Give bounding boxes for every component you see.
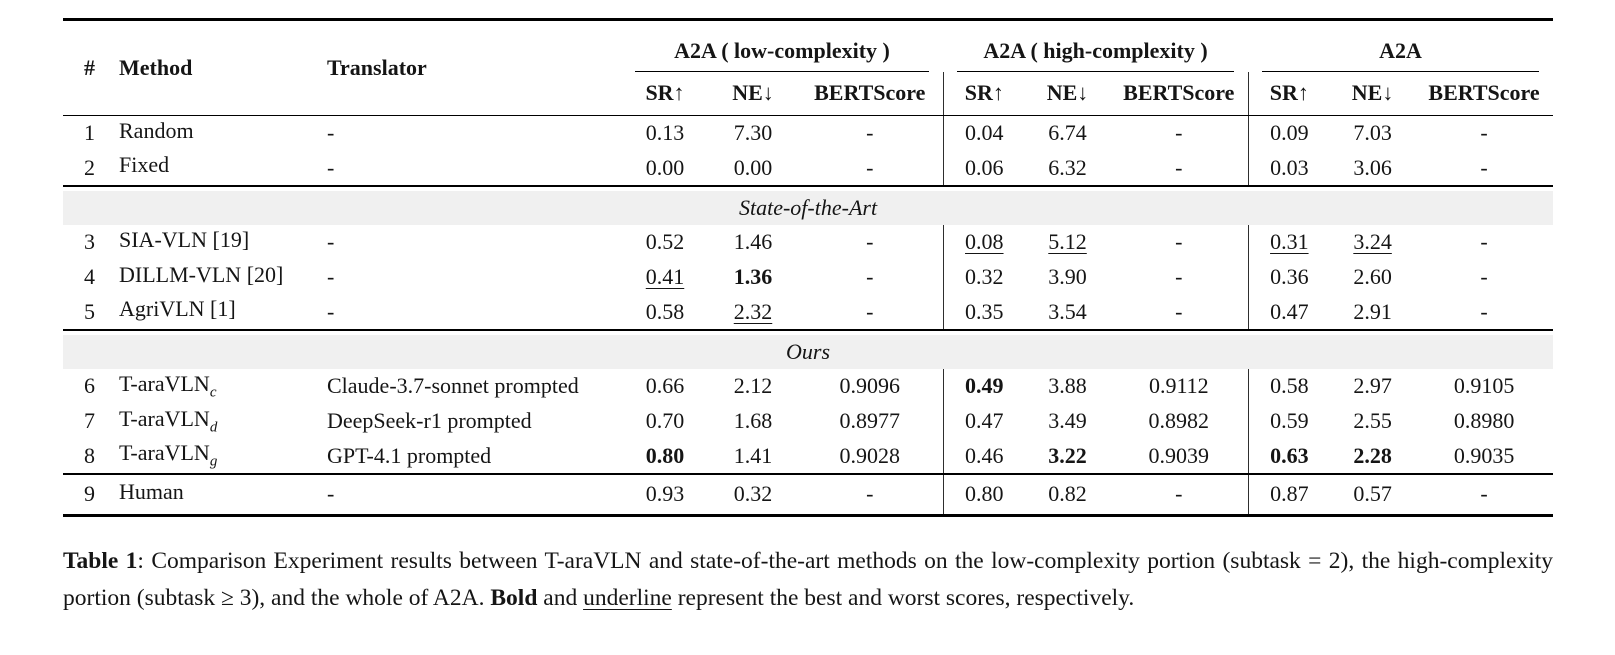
metric-cell: 2.32 xyxy=(733,298,773,324)
section-label-sota: State-of-the-Art xyxy=(63,191,1553,225)
metric-cell: 0.9028 xyxy=(839,442,901,468)
metric-cell: - xyxy=(866,154,874,180)
metric-cell: 2.91 xyxy=(1353,298,1392,324)
metric-cell: 3.49 xyxy=(1048,408,1087,433)
metric-cell: 0.46 xyxy=(943,439,1025,474)
metric-cell: - xyxy=(1480,120,1488,146)
col-header-sr-low: SR↑ xyxy=(621,72,709,116)
metric-cell: 2.60 xyxy=(1353,264,1392,289)
metric-cell: 0.58 xyxy=(645,298,685,324)
row-number: 7 xyxy=(84,408,95,433)
metric-cell: 0.9105 xyxy=(1453,373,1515,398)
metric-cell: - xyxy=(1175,120,1183,146)
metric-cell: 0.49 xyxy=(943,369,1025,404)
col-header-translator: Translator xyxy=(321,20,621,116)
translator-cell: Claude-3.7-sonnet prompted xyxy=(327,373,579,398)
group-header-low xyxy=(621,20,943,72)
metric-cell: 3.24 xyxy=(1353,229,1392,254)
col-header-sr-a2a: SR↑ xyxy=(1248,72,1330,116)
metric-cell: 0.63 xyxy=(1248,439,1330,474)
metric-cell: 0.47 xyxy=(943,404,1025,439)
metric-cell: 3.54 xyxy=(1048,298,1087,324)
row-number: 3 xyxy=(84,229,95,254)
row-number: 9 xyxy=(63,474,111,516)
caption-part: Bold xyxy=(490,584,538,611)
col-header-bert-a2a: BERTScore xyxy=(1415,72,1553,116)
table-row-sia-vln xyxy=(63,225,1553,260)
metric-cell: - xyxy=(1480,298,1488,324)
metric-cell: 0.32 xyxy=(709,474,797,516)
method-cell: DILLM-VLN [20] xyxy=(119,261,284,287)
metric-cell: 6.74 xyxy=(1048,120,1087,146)
row-number: 8 xyxy=(84,442,95,468)
caption-part: Table 1 xyxy=(63,548,138,574)
metric-cell: 3.06 xyxy=(1353,154,1392,180)
table-header xyxy=(63,20,1553,116)
metric-cell: 3.88 xyxy=(1048,373,1087,398)
metric-cell: 0.93 xyxy=(621,474,709,516)
metric-cell: - xyxy=(1480,154,1488,180)
translator-cell: DeepSeek-r1 prompted xyxy=(327,408,532,433)
metric-cell: - xyxy=(1175,154,1183,180)
results-table xyxy=(63,18,1553,517)
metric-cell: 0.9039 xyxy=(1148,442,1210,468)
metric-cell: 0.32 xyxy=(943,260,1025,295)
metric-cell: 2.55 xyxy=(1353,408,1392,433)
metric-cell: 0.00 xyxy=(645,154,685,180)
col-header-ne-a2a: NE↓ xyxy=(1330,72,1415,116)
metric-cell: 2.97 xyxy=(1353,373,1392,398)
translator-cell: - xyxy=(321,474,621,516)
metric-cell: 1.41 xyxy=(733,442,773,468)
metric-cell: 0.57 xyxy=(1330,474,1415,516)
metric-cell: 0.80 xyxy=(645,442,685,468)
section-band-row xyxy=(63,330,1553,369)
metric-cell: 1.68 xyxy=(733,408,773,433)
table-row-taravln-g xyxy=(63,439,1553,474)
group-header-high-label: A2A ( high-complexity ) xyxy=(957,38,1234,72)
caption-part: underline xyxy=(583,584,672,611)
method-cell: T-araVLN$_d$ xyxy=(119,405,218,436)
metric-cell: 0.80 xyxy=(943,474,1025,516)
table-row-human xyxy=(63,474,1553,516)
table-body xyxy=(63,116,1553,516)
row-number: 6 xyxy=(84,373,95,398)
method-subscript: d xyxy=(209,419,218,436)
method-cell: AgriVLN [1] xyxy=(119,296,236,322)
metric-cell: 0.8980 xyxy=(1453,408,1515,433)
metric-cell: 3.90 xyxy=(1048,264,1087,289)
metric-cell: - xyxy=(1175,264,1183,289)
metric-cell: 3.22 xyxy=(1048,442,1087,468)
col-header-method: Method xyxy=(111,20,321,116)
col-header-ne-low: NE↓ xyxy=(709,72,797,116)
metric-cell: - xyxy=(1415,474,1553,516)
metric-cell: 0.52 xyxy=(645,229,685,254)
group-header-high xyxy=(943,20,1248,72)
col-header-bert-high: BERTScore xyxy=(1110,72,1248,116)
metric-cell: - xyxy=(1480,229,1488,254)
table-caption xyxy=(63,543,1553,616)
group-header-a2a xyxy=(1248,20,1553,72)
group-header-a2a-label: A2A xyxy=(1262,38,1539,72)
metric-cell: 0.66 xyxy=(645,373,685,398)
metric-cell: - xyxy=(866,264,874,289)
metric-cell: 0.41 xyxy=(645,264,685,289)
col-header-bert-low: BERTScore xyxy=(797,72,943,116)
table-row-fixed xyxy=(63,151,1553,186)
method-cell: T-araVLN$_c$ xyxy=(119,370,217,401)
metric-cell: 0.04 xyxy=(943,116,1025,151)
method-cell: Random xyxy=(119,118,194,144)
metric-cell: 0.9035 xyxy=(1453,442,1515,468)
group-header-row xyxy=(63,20,1553,72)
metric-cell: - xyxy=(797,474,943,516)
metric-cell: 0.08 xyxy=(943,225,1025,260)
method-cell: Human xyxy=(111,474,321,516)
section-label-ours: Ours xyxy=(63,335,1553,369)
metric-cell: - xyxy=(1110,474,1248,516)
col-header-ne-high: NE↓ xyxy=(1025,72,1110,116)
section-band-sota xyxy=(63,186,1553,225)
row-number: 5 xyxy=(84,298,95,324)
metric-cell: 0.00 xyxy=(733,154,773,180)
method-subscript: g xyxy=(209,453,218,470)
metric-cell: 2.12 xyxy=(733,373,773,398)
metric-cell: 0.35 xyxy=(943,295,1025,330)
translator-cell: - xyxy=(327,264,335,289)
table-row-taravln-c xyxy=(63,369,1553,404)
method-cell: SIA-VLN [19] xyxy=(119,226,250,252)
metric-cell: 0.87 xyxy=(1248,474,1330,516)
col-header-sr-high: SR↑ xyxy=(943,72,1025,116)
translator-cell: - xyxy=(327,298,335,324)
metric-cell: 0.8982 xyxy=(1148,408,1210,433)
col-header-num: # xyxy=(63,20,111,116)
metric-cell: 0.03 xyxy=(1248,151,1330,186)
metric-cell: - xyxy=(866,120,874,146)
metric-cell: - xyxy=(866,298,874,324)
metric-cell: 0.9112 xyxy=(1148,373,1209,398)
table-row-random xyxy=(63,116,1553,151)
method-cell: T-araVLN$_g$ xyxy=(119,440,218,470)
row-number: 4 xyxy=(84,264,95,289)
method-subscript: c xyxy=(209,384,217,401)
metric-cell: - xyxy=(1175,298,1183,324)
metric-cell: 0.82 xyxy=(1025,474,1110,516)
metric-cell: 7.03 xyxy=(1353,120,1392,146)
metric-cell: 0.59 xyxy=(1248,404,1330,439)
metric-cell: 2.28 xyxy=(1353,442,1392,468)
caption-part: : Comparison Experiment results between T-araVLN and state-of-the-art methods on the low-complexity portion (subtask = 2), the high-complexity portion (subtask ≥ 3), and the whole of A2A. xyxy=(63,548,1554,611)
metric-cell: 0.36 xyxy=(1248,260,1330,295)
metric-cell: 5.12 xyxy=(1048,229,1087,254)
table-row-agrivln xyxy=(63,295,1553,330)
translator-cell: - xyxy=(327,154,335,180)
section-band-ours xyxy=(63,330,1553,369)
metric-cell: - xyxy=(1175,229,1183,254)
row-number: 2 xyxy=(84,154,95,180)
caption-part: represent the best and worst scores, respectively. xyxy=(671,584,1135,611)
metric-cell: 0.13 xyxy=(645,120,685,146)
metric-cell: 1.36 xyxy=(733,264,773,289)
metric-cell: 0.8977 xyxy=(839,408,901,433)
metric-cell: - xyxy=(1480,264,1488,289)
metric-cell: 0.70 xyxy=(645,408,685,433)
metric-cell: - xyxy=(866,229,874,254)
table-row-dillm-vln xyxy=(63,260,1553,295)
metric-cell: 0.09 xyxy=(1248,116,1330,151)
metric-cell: 0.06 xyxy=(943,151,1025,186)
row-number: 1 xyxy=(84,120,95,146)
group-header-low-label: A2A ( low-complexity ) xyxy=(635,38,929,72)
method-cell: Fixed xyxy=(119,152,170,178)
metric-cell: 0.9096 xyxy=(839,373,901,398)
translator-cell: - xyxy=(327,120,335,146)
metric-cell: 0.58 xyxy=(1248,369,1330,404)
section-band-row xyxy=(63,186,1553,225)
metric-cell: 6.32 xyxy=(1048,154,1087,180)
translator-cell: GPT-4.1 prompted xyxy=(327,442,492,468)
table-row-taravln-d xyxy=(63,404,1553,439)
caption-part: and xyxy=(537,584,584,611)
metric-cell: 1.46 xyxy=(733,229,773,254)
translator-cell: - xyxy=(327,229,335,254)
metric-cell: 0.31 xyxy=(1248,225,1330,260)
metric-cell: 7.30 xyxy=(733,120,773,146)
metric-cell: 0.47 xyxy=(1248,295,1330,330)
